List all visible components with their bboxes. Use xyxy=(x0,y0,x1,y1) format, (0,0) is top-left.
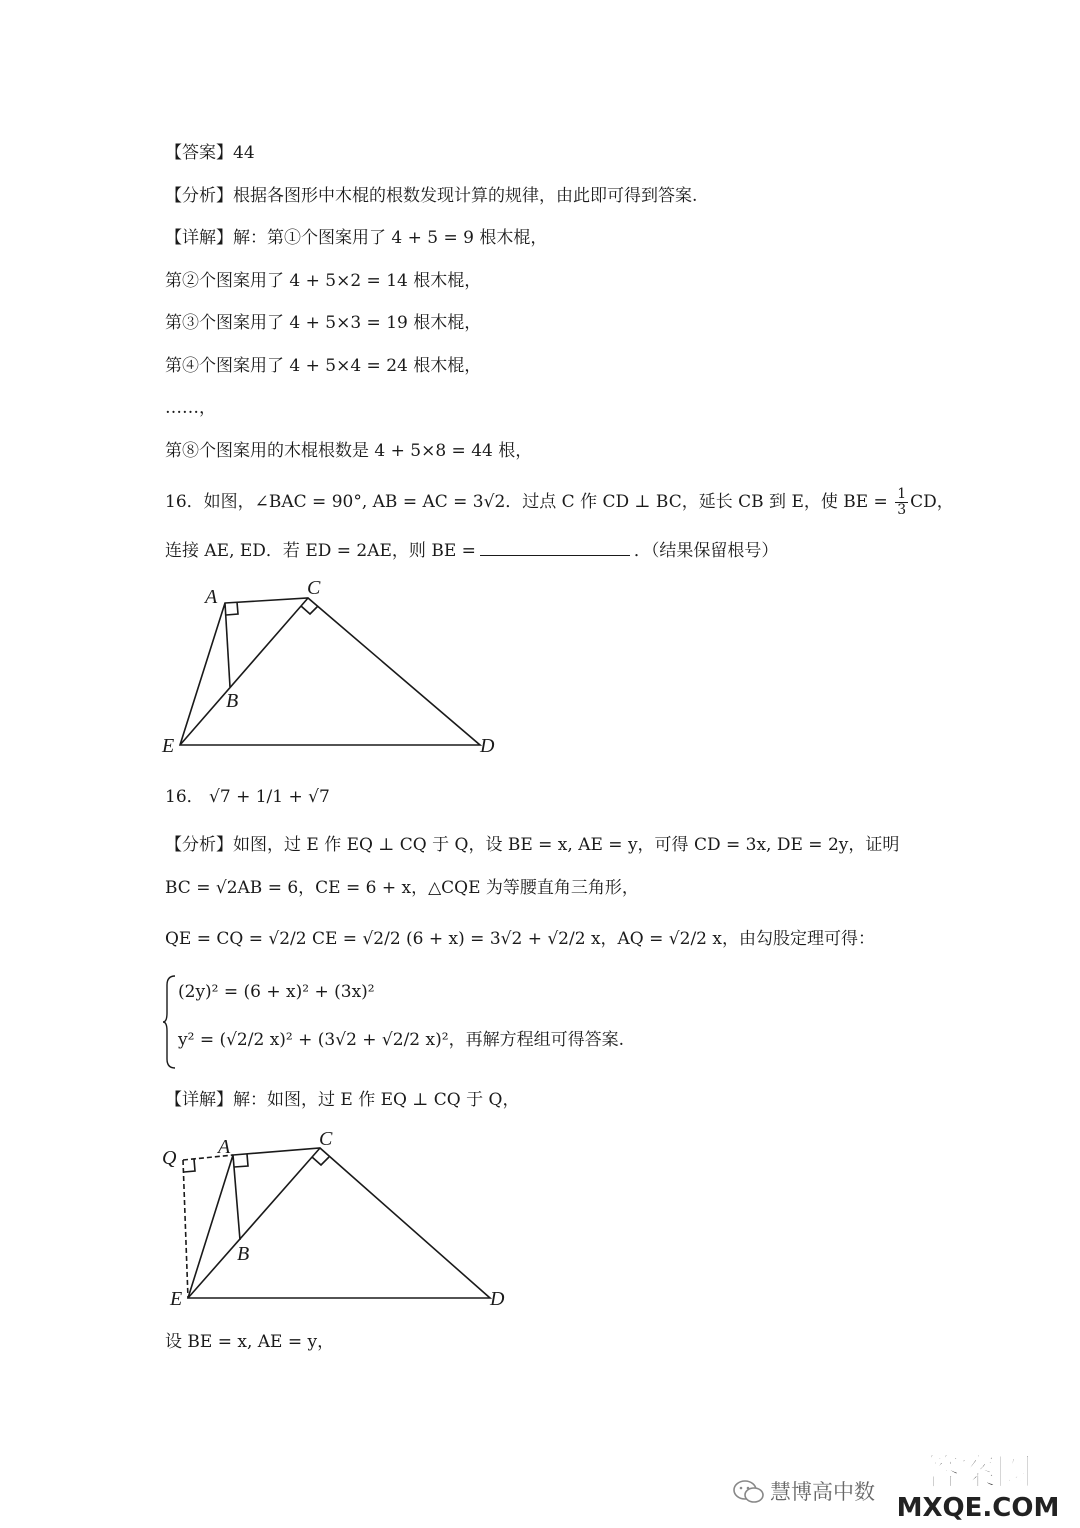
wechat-icon xyxy=(732,1478,766,1506)
quadrilateral-aced xyxy=(180,598,480,745)
answer-line: 【答案】44 xyxy=(165,143,255,163)
detail-line-1: 【详解】解：第①个图案用了 4 + 5 = 9 根木棍， xyxy=(165,228,548,248)
detail-16-line-1: 【详解】解：如图，过 E 作 EQ ⊥ CQ 于 Q， xyxy=(165,1090,520,1110)
right-angle-mark-a xyxy=(226,602,238,615)
label-a: A xyxy=(218,1136,231,1158)
equation-line-1: (2y)² = (6 + x)² + (3x)² xyxy=(178,982,375,1002)
analysis-16-line-2: BC = √2AB = 6，CE = 6 + x，△CQE 为等腰直角三角形， xyxy=(165,878,639,898)
segment-ec xyxy=(180,598,308,745)
watermark-channel-name: 慧博高中数 xyxy=(770,1480,875,1504)
equation-line-2: y² = (√2/2 x)² + (3√2 + √2/2 x)²，再解方程组可得答案. xyxy=(178,1030,624,1050)
detail-line-3: 第③个图案用了 4 + 5×3 = 19 根木棍， xyxy=(165,313,482,333)
label-q: Q xyxy=(162,1147,177,1169)
logo-bottom-text: MXQE.COM xyxy=(896,1493,1060,1522)
watermark-logo xyxy=(891,1444,1066,1522)
analysis-16-line-1: 【分析】如图，过 E 作 EQ ⊥ CQ 于 Q，设 BE = x, AE = y，可得 CD = 3x, DE = 2y，证明 xyxy=(165,835,900,855)
detail-line-2: 第②个图案用了 4 + 5×2 = 14 根木棍， xyxy=(165,271,482,291)
label-c: C xyxy=(307,577,321,599)
fraction xyxy=(895,487,908,518)
detail-line-8: 第⑧个图案用的木棍根数是 4 + 5×8 = 44 根， xyxy=(165,441,533,461)
question-16-text: 连接 AE, ED．若 ED = 2AE，则 BE = xyxy=(165,541,476,561)
right-angle-mark-c xyxy=(301,606,318,614)
question-16-line-2 xyxy=(165,537,778,563)
label-c: C xyxy=(319,1130,333,1150)
question-16-line-1 xyxy=(165,487,954,518)
brace-icon xyxy=(163,975,177,1069)
label-b: B xyxy=(237,1243,250,1265)
ellipsis-line: ……， xyxy=(165,398,216,418)
fraction-denominator: 3 xyxy=(897,502,907,518)
label-e: E xyxy=(170,1288,183,1310)
label-d: D xyxy=(480,735,495,755)
figure-triangle-1 xyxy=(160,575,500,755)
label-a: A xyxy=(205,586,218,608)
segment-ab xyxy=(233,1155,240,1240)
segment-ec xyxy=(188,1148,320,1298)
quadrilateral-aced xyxy=(188,1148,490,1298)
figure-triangle-2 xyxy=(155,1130,515,1310)
right-angle-mark-q xyxy=(184,1159,195,1172)
segment-qe-dashed xyxy=(183,1160,188,1298)
label-e: E xyxy=(162,735,175,755)
answer-blank[interactable] xyxy=(480,537,630,556)
logo-top-text: 答案圈 xyxy=(923,1452,1033,1493)
answer-16-line: 16． √7 + 1/1 + √7 xyxy=(165,787,330,807)
question-16-text-end: ．（结果保留根号） xyxy=(633,541,779,561)
analysis-line: 【分析】根据各图形中木棍的根数发现计算的规律，由此即可得到答案. xyxy=(165,186,698,206)
label-d: D xyxy=(490,1288,505,1310)
right-angle-mark-a xyxy=(234,1154,248,1167)
question-16-text: 16．如图，∠BAC = 90°, AB = AC = 3√2．过点 C 作 CD ⊥ BC，延长 CB 到 E，使 BE = xyxy=(165,492,894,512)
detail-16-line-2: 设 BE = x, AE = y， xyxy=(165,1332,335,1352)
right-angle-mark-c xyxy=(312,1157,329,1165)
detail-line-4: 第④个图案用了 4 + 5×4 = 24 根木棍， xyxy=(165,356,482,376)
analysis-16-line-3: QE = CQ = √2/2 CE = √2/2 (6 + x) = 3√2 + √2/2 x，AQ = √2/2 x，由勾股定理可得： xyxy=(165,929,875,949)
question-16-text-end: CD， xyxy=(910,492,954,512)
label-b: B xyxy=(226,690,239,712)
fraction-numerator: 1 xyxy=(897,486,907,502)
